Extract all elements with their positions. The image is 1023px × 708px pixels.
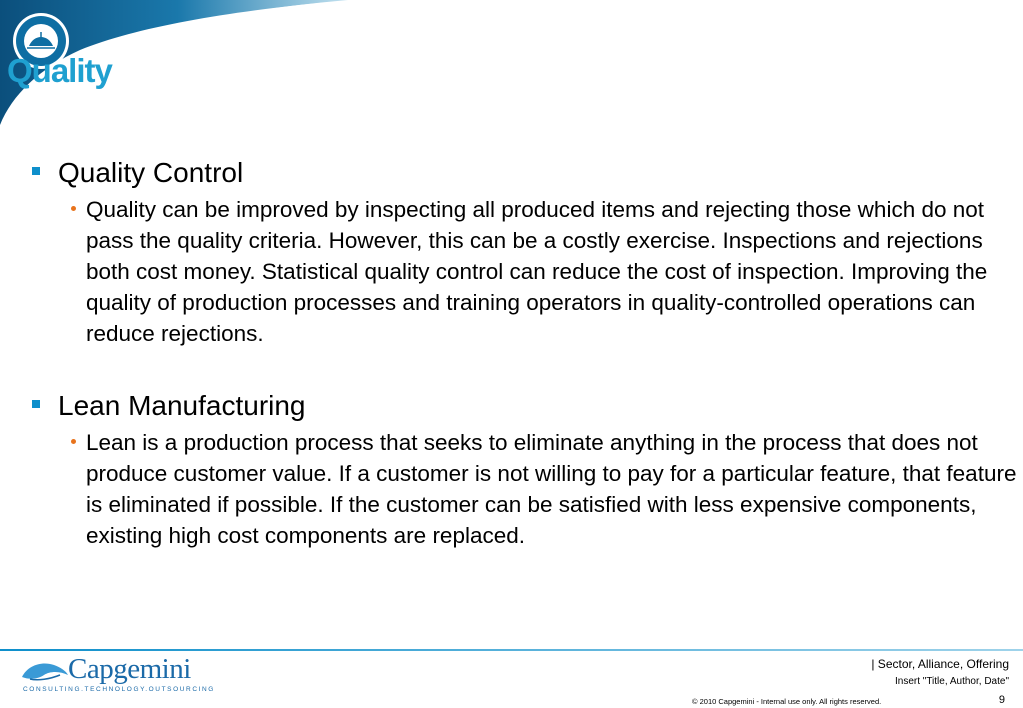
section-body: Quality can be improved by inspecting all produced items and rejecting those which do not pass the quality criteria. However, this can be a costly exercise. Inspections and rejections both cost money. Statistical quality control can reduce the cost of inspection. Improving the quality of production processes and training operators in quality-controlled operations can reduce rejections. (86, 197, 988, 346)
header-swoosh (0, 0, 1023, 140)
footer-divider (0, 649, 1023, 651)
bullet-body (58, 194, 1020, 349)
spade-logo-icon (20, 659, 70, 685)
page-number: 9 (998, 694, 1005, 706)
capgemini-logo (20, 653, 215, 697)
section-quality-control (30, 156, 1020, 349)
logo-wordmark: Capgemini (68, 653, 191, 685)
footer-insert: Insert "Title, Author, Date" (894, 676, 1009, 687)
footer-sector: | Sector, Alliance, Offering (871, 657, 1009, 671)
section-heading: Lean Manufacturing (58, 390, 306, 421)
bullet-body (58, 427, 1020, 551)
dot-bullet-icon (71, 439, 76, 444)
square-bullet-icon (32, 400, 40, 408)
logo-tagline: CONSULTING.TECHNOLOGY.OUTSOURCING (23, 686, 215, 693)
section-body: Lean is a production process that seeks to eliminate anything in the process that does not produce customer value. If a customer is not willing to pay for a particular feature, that feature is eliminated if possible. If the customer can be satisfied with less expensive components, existing high cost components are replaced. (86, 430, 1017, 548)
section-lean-manufacturing (30, 389, 1020, 551)
square-bullet-icon (32, 167, 40, 175)
section-heading: Quality Control (58, 157, 244, 188)
slide-content (30, 156, 1020, 551)
bullet-heading (30, 156, 1020, 190)
footer-copyright: © 2010 Capgemini - Internal use only. All rights reserved. (692, 697, 882, 706)
slide-title: Quality (7, 52, 112, 89)
dot-bullet-icon (71, 206, 76, 211)
bullet-heading (30, 389, 1020, 423)
